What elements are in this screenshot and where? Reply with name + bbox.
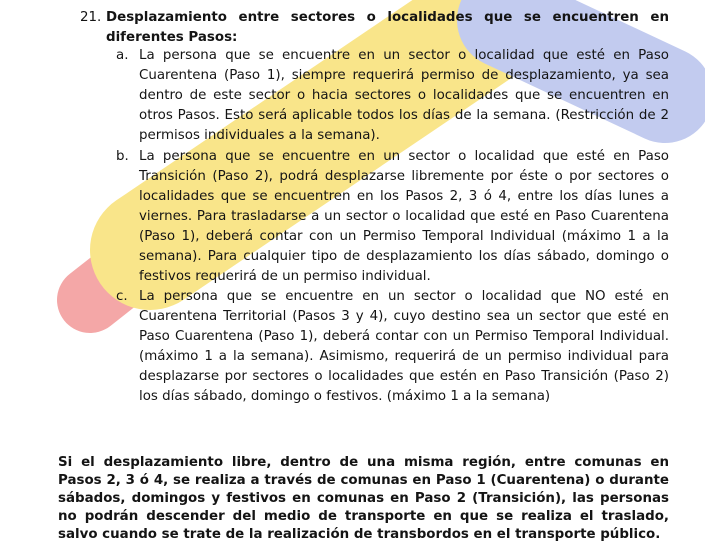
subitem-a-letter: a. <box>116 48 129 63</box>
subitem-a-text: La persona que se encuentre en un sector o localidad que esté en Paso Cuarentena (Paso 1), siempre requerirá permiso de desplazamiento, ya sea dentro de este sector o hacia sectores o localidades que se encuentren en otros Pasos. Esto será aplicable todos los días de la semana. (Restricción de 2 permisos individuales a la semana). <box>139 48 669 143</box>
item-heading: Desplazamiento entre sectores o localidades que se encuentren en diferentes Pasos: <box>106 10 669 45</box>
subitem-b-text: La persona que se encuentre en un sector o localidad que esté en Paso Transición (Paso 2), podrá desplazarse libremente por éste o por sectores o localidades que se encuentren en los Pasos 2, 3 ó 4, entre los días lunes a viernes. Para trasladarse a un sector o localidad que esté en Paso Cuarentena (Paso 1), deberá contar con un Permiso Temporal Individual (máximo 1 a la semana). Para cualquier tipo de desplazamiento los días sábado, domingo o festivos requerirá de un permiso individual. <box>139 149 669 284</box>
closing-paragraph: Si el desplazamiento libre, dentro de una misma región, entre comunas en Pasos 2, 3 ó 4, se realiza a través de comunas en Paso 1 (Cuarentena) o durante sábados, domingos y festivos en comunas en Paso 2 (Transición), las personas no podrán descender del medio de transporte en que se realiza el traslado, salvo cuando se trate de la realización de transbordos en el transporte público. <box>58 455 669 542</box>
subitem-c-text: La persona que se encuentre en un sector o localidad que NO esté en Cuarentena Territorial (Pasos 3 y 4), cuyo destino sea un sector que esté en Paso Cuarentena (Paso 1), deberá contar con un Permiso Temporal Individual. (máximo 1 a la semana). Asimismo, requerirá de un permiso individual para desplazarse por sectores o localidades que estén en Paso Transición (Paso 2) los días sábado, domingo o festivos. (máximo 1 a la semana) <box>139 289 669 404</box>
subitem-b-letter: b. <box>116 149 129 164</box>
item-number: 21. <box>80 10 102 25</box>
subitem-c-letter: c. <box>116 289 128 304</box>
